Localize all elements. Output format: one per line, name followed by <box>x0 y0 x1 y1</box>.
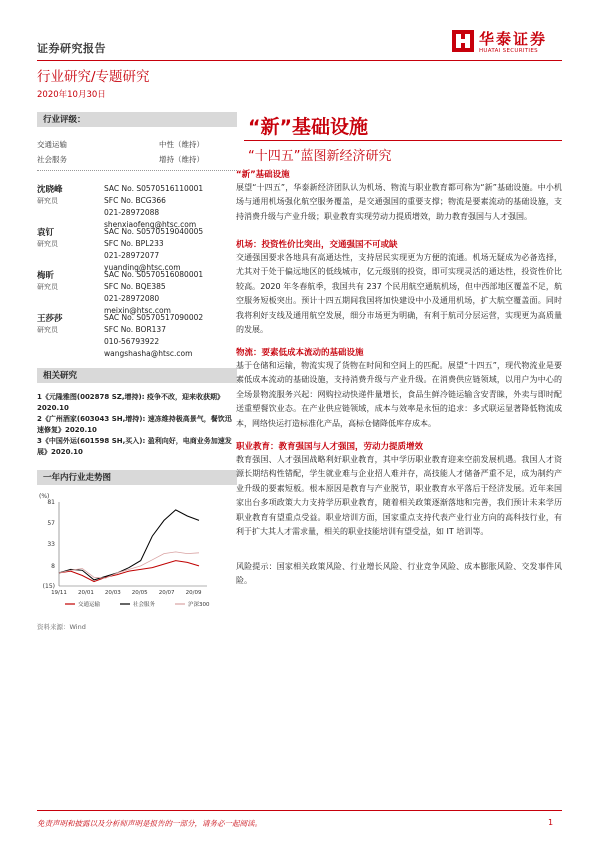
y-tick-label: 33 <box>47 541 55 548</box>
analyst-name: 袁钉 <box>37 228 55 238</box>
logo-text-en: HUATAI SECURITIES <box>479 48 538 54</box>
y-tick-label: 8 <box>51 562 55 570</box>
legend-label: 交通运输 <box>78 602 101 608</box>
footer-divider <box>37 810 562 811</box>
y-tick-label: (15) <box>42 583 55 590</box>
related-report-link[interactable]: 2《广州酒家(603043 SH,增持): 速冻维持极高景气，餐饮迅速修复》2020.10 <box>37 415 232 434</box>
report-subtitle: 行业研究/专题研究 <box>37 69 150 85</box>
section-heading: 物流：要素低成本流动的基础设施 <box>236 348 364 358</box>
related-report-link[interactable]: 1《元隆雅图(002878 SZ,增持): 疫争不改，迎来收获期》2020.10 <box>37 393 224 412</box>
email-link[interactable]: shenxiaofeng@htsc.com <box>104 220 197 229</box>
phone: 021-28972080 <box>104 294 160 303</box>
sfc-no: SFC No. BOR137 <box>104 325 166 334</box>
title-divider <box>244 140 562 141</box>
related-section-header <box>37 368 237 383</box>
y-tick-label: 57 <box>47 520 55 527</box>
main-title: “新”基础设施 <box>248 116 368 138</box>
chart-section-header <box>37 470 237 485</box>
x-tick-label: 19/11 <box>51 590 67 596</box>
email-link[interactable]: yuanding@htsc.com <box>104 263 181 272</box>
rating-value: 增持（维持） <box>159 155 204 164</box>
sfc-no: SFC No. BQE385 <box>104 282 166 291</box>
section-paragraph: 交通强国要求各地具有高通达性，支持居民实现更为方便的流通。机场无疑成为必备选择，尤其对于处于偏远地区的低线城市，亿元级别的投资，即可实现灵活的通达性，投资性价比较高。2020 年冬春航季，我国共有 237 个民用航空通航机场，但中西部地区覆盖不足，航空服务短板突出。预计十四五期间我国将加快建设中小及通用机场，扩大航空覆盖面。同时我将利好支线及通用航空发展，细分市场更为明确，有利于航司分层运营，实现更为高质量的发展。 <box>236 253 562 335</box>
x-tick-label: 20/03 <box>104 590 121 596</box>
chart-source: 资料来源：Wind <box>37 623 86 631</box>
divider <box>37 170 237 171</box>
section-heading: “新”基础设施 <box>236 170 290 180</box>
huatai-logo-icon <box>452 30 474 52</box>
rating-industry: 交通运输 <box>37 140 67 149</box>
rating-value: 中性（维持） <box>159 140 204 149</box>
legend-label: 社会服务 <box>133 602 156 608</box>
report-date: 2020年10月30日 <box>37 90 106 100</box>
sac-no: SAC No. S0570516080001 <box>104 270 204 279</box>
analyst-role: 研究员 <box>37 197 58 205</box>
chart-title: 一年内行业走势图 <box>43 473 112 483</box>
legend-label: 沪深300 <box>188 602 210 608</box>
x-tick-label: 20/09 <box>185 590 202 596</box>
analyst-contact <box>104 226 203 274</box>
header-divider <box>37 60 562 61</box>
y-tick-label: 81 <box>47 499 55 506</box>
related-title: 相关研究 <box>43 371 78 381</box>
footer-disclaimer: 免责声明和披露以及分析师声明是报告的一部分，请务必一起阅读。 <box>37 819 262 828</box>
page-number: 1 <box>548 818 554 827</box>
section-paragraph: 展望“十四五”，华泰新经济团队认为机场、物流与职业教育都可称为“新”基础设施。中小机场与通用机场强化航空服务覆盖，是交通强国的重要支撑；物流是要素流动的基础设施，支持消费升级与产业升级；职业教育实现劳动力提质增效，助力教育强国与人才强国。 <box>236 183 562 221</box>
rating-title: 行业评级： <box>43 115 86 125</box>
report-type: 证券研究报告 <box>37 42 106 55</box>
x-tick-label: 20/01 <box>77 590 94 596</box>
phone: 010-56793922 <box>104 337 160 346</box>
email-link[interactable]: meixin@htsc.com <box>104 306 171 315</box>
analyst-name: 王莎莎 <box>37 314 63 324</box>
y-unit-label: (%) <box>39 493 50 500</box>
phone: 021-28972088 <box>104 208 160 217</box>
sac-no: SAC No. S0570519040005 <box>104 227 204 236</box>
analyst-role: 研究员 <box>37 283 58 291</box>
analyst-contact <box>104 183 203 231</box>
section-paragraph: 教育强国、人才强国战略利好职业教育，其中学历职业教育迎来空前发展机遇。我国人才资源长期结构性错配，学生就业难与企业招人难并存，高技能人才储备严重不足，成为制约产业升级的要素短板。根本原因是教育与产业脱节，职业教育水平落后于经济发展。近年来国家出台多项政策大力支持学历职业教育，随着相关政策逐渐落地和完善，我们预计未来学历职业教育有望重点受益。职业培训方面，国家重点支持代表产业行业方向的高科技行业，有利于扩大其人才需求量，相关的职业技能培训有望受益，如 IT 培训等。 <box>236 455 562 537</box>
rating-row <box>37 154 237 165</box>
main-subtitle: “十四五”蓝图新经济研究 <box>248 149 392 164</box>
phone: 021-28972077 <box>104 251 160 260</box>
analyst-contact <box>104 312 203 360</box>
rating-section-header <box>37 112 237 127</box>
rating-row <box>37 139 237 150</box>
sac-no: SAC No. S0570516110001 <box>104 184 204 193</box>
related-report-link[interactable]: 3《中国外运(601598 SH,买入): 盈利向好，电商业务加速发展》2020.10 <box>37 437 232 456</box>
x-tick-label: 20/07 <box>158 590 175 596</box>
series-line-0 <box>59 561 199 582</box>
analyst-contact <box>104 269 203 317</box>
analyst-role: 研究员 <box>37 240 58 248</box>
logo-text-cn: 华泰证券 <box>479 30 548 48</box>
section-heading: 机场：投资性价比突出，交通强国不可或缺 <box>236 240 398 250</box>
email-link[interactable]: wangshasha@htsc.com <box>104 349 193 358</box>
sac-no: SAC No. S0570517090002 <box>104 313 204 322</box>
section-heading: 职业教育：教育强国与人才强国，劳动力提质增效 <box>236 442 424 452</box>
analyst-name: 沈晓峰 <box>37 185 63 195</box>
analyst-name: 梅昕 <box>37 271 55 281</box>
risk-warning: 风险提示：国家相关政策风险、行业增长风险、行业竞争风险、成本膨胀风险、交发事件风险。 <box>236 562 562 586</box>
sfc-no: SFC No. BPL233 <box>104 239 164 248</box>
huatai-logo <box>452 28 562 58</box>
industry-trend-chart <box>37 490 237 615</box>
x-tick-label: 20/05 <box>131 590 148 596</box>
section-paragraph: 基于仓储和运输，物流实现了货物在时间和空间上的匹配。展望“十四五”，现代物流业是要素低成本流动的基础设施，支持消费升级与产业升级。在消费供应链领域，以用户为中心的全场景物流服务兴起：网购拉动快递件量增长，食品生鲜冷链运输含安青睐，外卖与即时配送重塑餐饮业态。在产业供应链领域，成本与效率是永恒的追求：多式联运显著降低物流成本，网络快运打造标准化产品，高标仓储降低库存成本。 <box>236 361 562 428</box>
rating-industry: 社会服务 <box>37 155 67 164</box>
analyst-role: 研究员 <box>37 326 58 334</box>
sfc-no: SFC No. BCG366 <box>104 196 166 205</box>
